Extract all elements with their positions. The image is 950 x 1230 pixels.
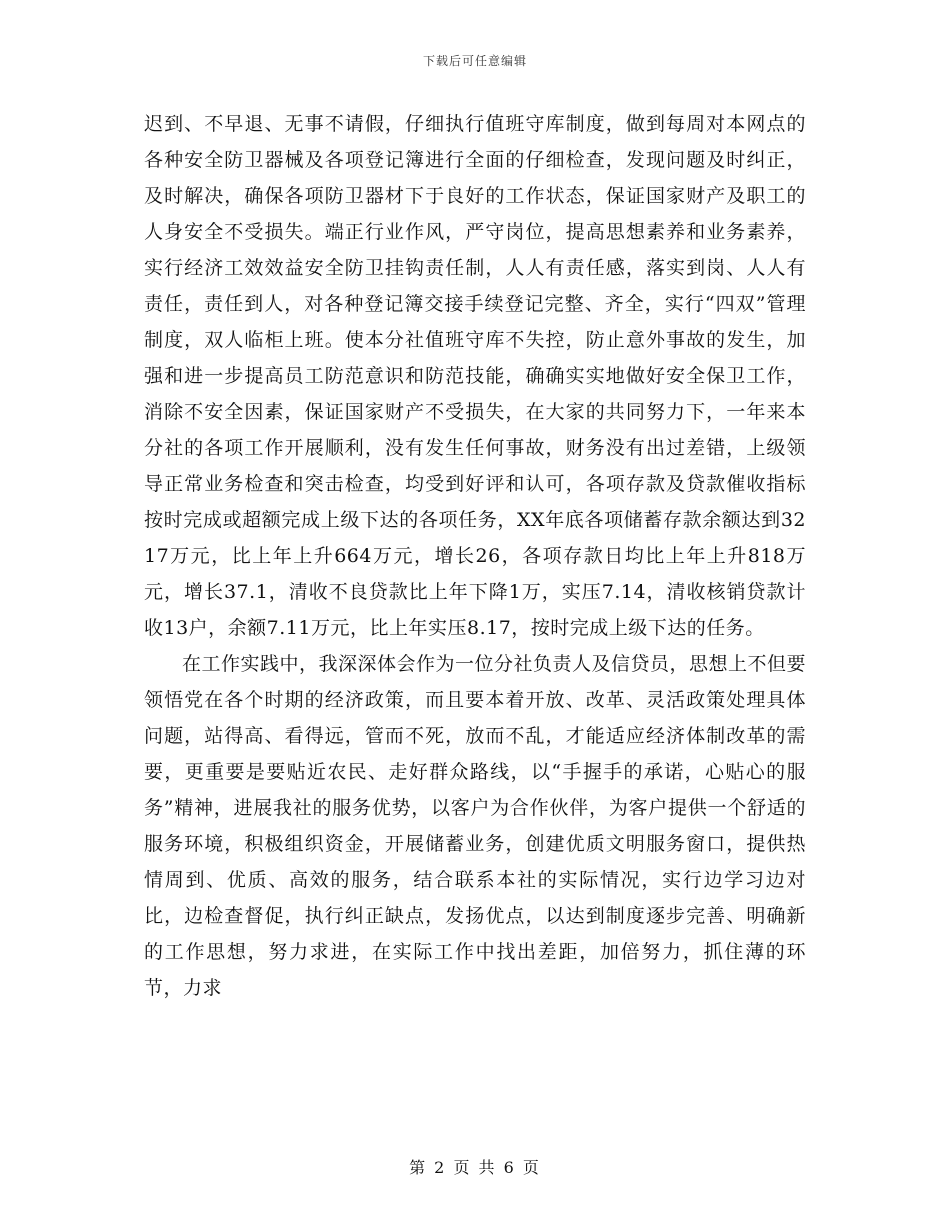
page-header: 下载后可任意编辑 <box>422 54 527 68</box>
paragraph: 在工作实践中，我深深体会作为一位分社负责人及信贷员，思想上不但要领悟党在各个时期的经济政策，而且要本着开放、改革、灵活政策处理具体问题，站得高、看得远，管而不死，放而不乱，才能适应经济体制改革的需要，更重要是要贴近农民、走好群众路线，以“手握手的承诺，心贴心的服务”精神，进展我社的服务优势，以客户为合作伙伴，为客户提供一个舒适的服务环境，积极组织资金，开展储蓄业务，创建优质文明服务窗口，提供热情周到、优质、高效的服务，结合联系本社的实际情况，实行边学习边对比，边检查督促，执行纠正缺点，发扬优点，以达到制度逐步完善、明确新的工作思想，努力求进，在实际工作中找出差距，加倍努力，抓住薄的环节，力求 <box>144 653 807 999</box>
paragraph-continued: 迟到、不早退、无事不请假，仔细执行值班守库制度，做到每周对本网点的各种安全防卫器械及各项登记簿进行全面的仔细检查，发现问题及时纠正，及时解决，确保各项防卫器材下于良好的工作状态，保证国家财产及职工的人身安全不受损失。端正行业作风，严守岗位，提高思想素养和业务素养，实行经济工效效益安全防卫挂钩责任制，人人有责任感，落实到岗、人人有责任，责任到人，对各种登记簿交接手续登记完整、齐全，实行“四双”管理制度，双人临柜上班。使本分社值班守库不失控，防止意外事故的发生，加强和进一步提高员工防范意识和防范技能，确确实实地做好安全保卫工作，消除不安全因素，保证国家财产不受损失，在大家的共同努力下，一年来本分社的各项工作开展顺利，没有发生任何事故，财务没有出过差错，上级领导正常业务检查和突击检查，均受到好评和认可，各项存款及贷款催收指标按时完成或超额完成上级下达的各项任务，XX年底各项储蓄存款余额达到3217万元，比上年上升664万元，增长26，各项存款日均比上年上升818万元，增长37.1，清收不良贷款比上年下降1万，实压7.14，清收核销贷款计收13户，余额7.11万元，比上年实压8.17，按时完成上级下达的任务。 <box>144 113 806 639</box>
page-number-footer: 第 2 页 共 6 页 <box>409 1158 541 1177</box>
document-body <box>144 106 806 1006</box>
